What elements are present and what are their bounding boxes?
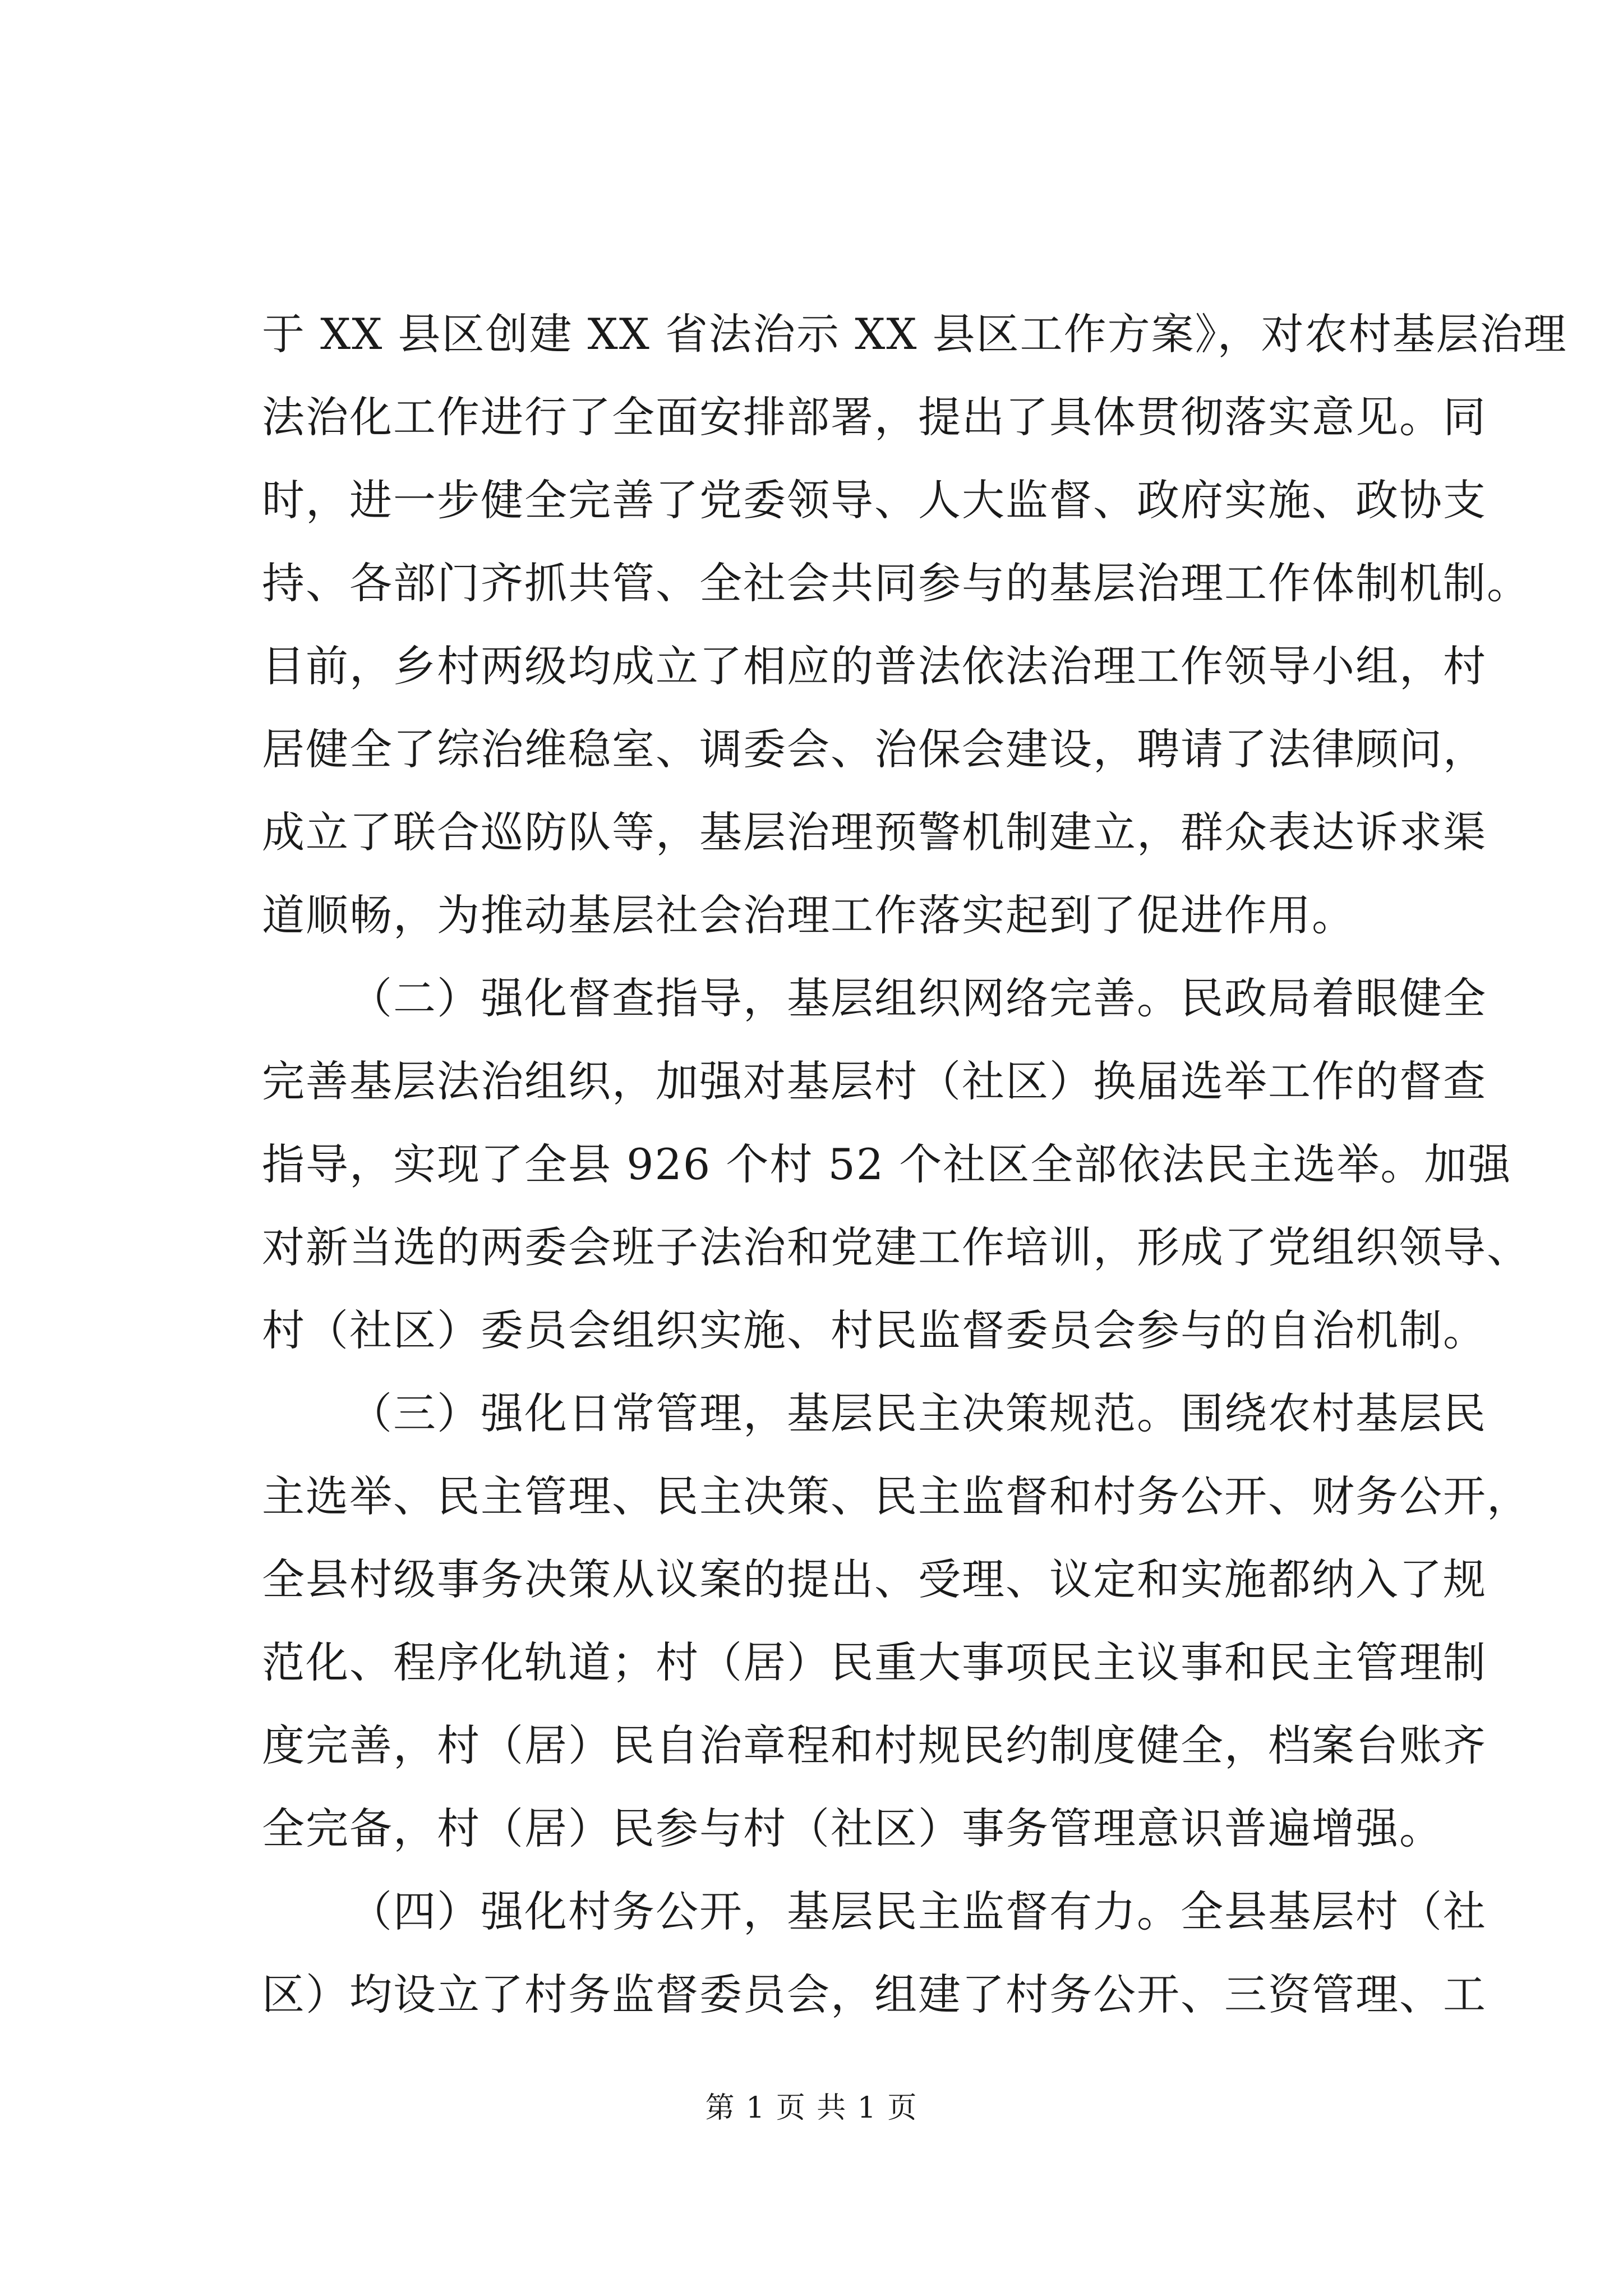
document-body (262, 293, 1567, 2036)
page-number-footer: 第 1 页 共 1 页 (705, 2091, 918, 2125)
text-line: （二）强化督查指导，基层组织网络完善。民政局着眼健全 (349, 973, 1487, 1023)
text-line: 全完备，村（居）民参与村（社区）事务管理意识普遍增强。 (262, 1803, 1443, 1853)
text-line: 度完善，村（居）民自治章程和村规民约制度健全，档案台账齐 (262, 1720, 1487, 1770)
text-line: 指导，实现了全县 926 个村 52 个社区全部依法民主选举。加强 (262, 1139, 1512, 1189)
text-line: 目前，乡村两级均成立了相应的普法依法治理工作领导小组，村 (262, 641, 1487, 691)
text-line: 居健全了综治维稳室、调委会、治保会建设，聘请了法律顾问， (262, 724, 1487, 774)
text-line: 区）均设立了村务监督委员会，组建了村务公开、三资管理、工 (262, 1970, 1487, 2019)
text-line: 村（社区）委员会组织实施、村民监督委员会参与的自治机制。 (262, 1305, 1487, 1355)
text-line: 法治化工作进行了全面安排部署，提出了具体贯彻落实意见。同 (262, 392, 1487, 442)
text-line: 完善基层法治组织，加强对基层村（社区）换届选举工作的督查 (262, 1056, 1487, 1106)
text-line: （三）强化日常管理，基层民主决策规范。围绕农村基层民 (349, 1388, 1487, 1438)
text-line: 全县村级事务决策从议案的提出、受理、议定和实施都纳入了规 (262, 1554, 1487, 1604)
text-line: （四）强化村务公开，基层民主监督有力。全县基层村（社 (349, 1887, 1487, 1936)
text-line: 时，进一步健全完善了党委领导、人大监督、政府实施、政协支 (262, 475, 1487, 525)
text-line: 范化、程序化轨道；村（居）民重大事项民主议事和民主管理制 (262, 1637, 1487, 1687)
text-line: 道顺畅，为推动基层社会治理工作落实起到了促进作用。 (262, 890, 1355, 940)
text-line: 主选举、民主管理、民主决策、民主监督和村务公开、财务公开， (262, 1471, 1530, 1521)
text-line: 成立了联合巡防队等，基层治理预警机制建立，群众表达诉求渠 (262, 807, 1487, 857)
text-line: 持、各部门齐抓共管、全社会共同参与的基层治理工作体制机制。 (262, 558, 1530, 608)
text-line: 于 XX 县区创建 XX 省法治示 XX 县区工作方案》，对农村基层治理 (262, 309, 1567, 359)
text-line: 对新当选的两委会班子法治和党建工作培训，形成了党组织领导、 (262, 1222, 1530, 1272)
